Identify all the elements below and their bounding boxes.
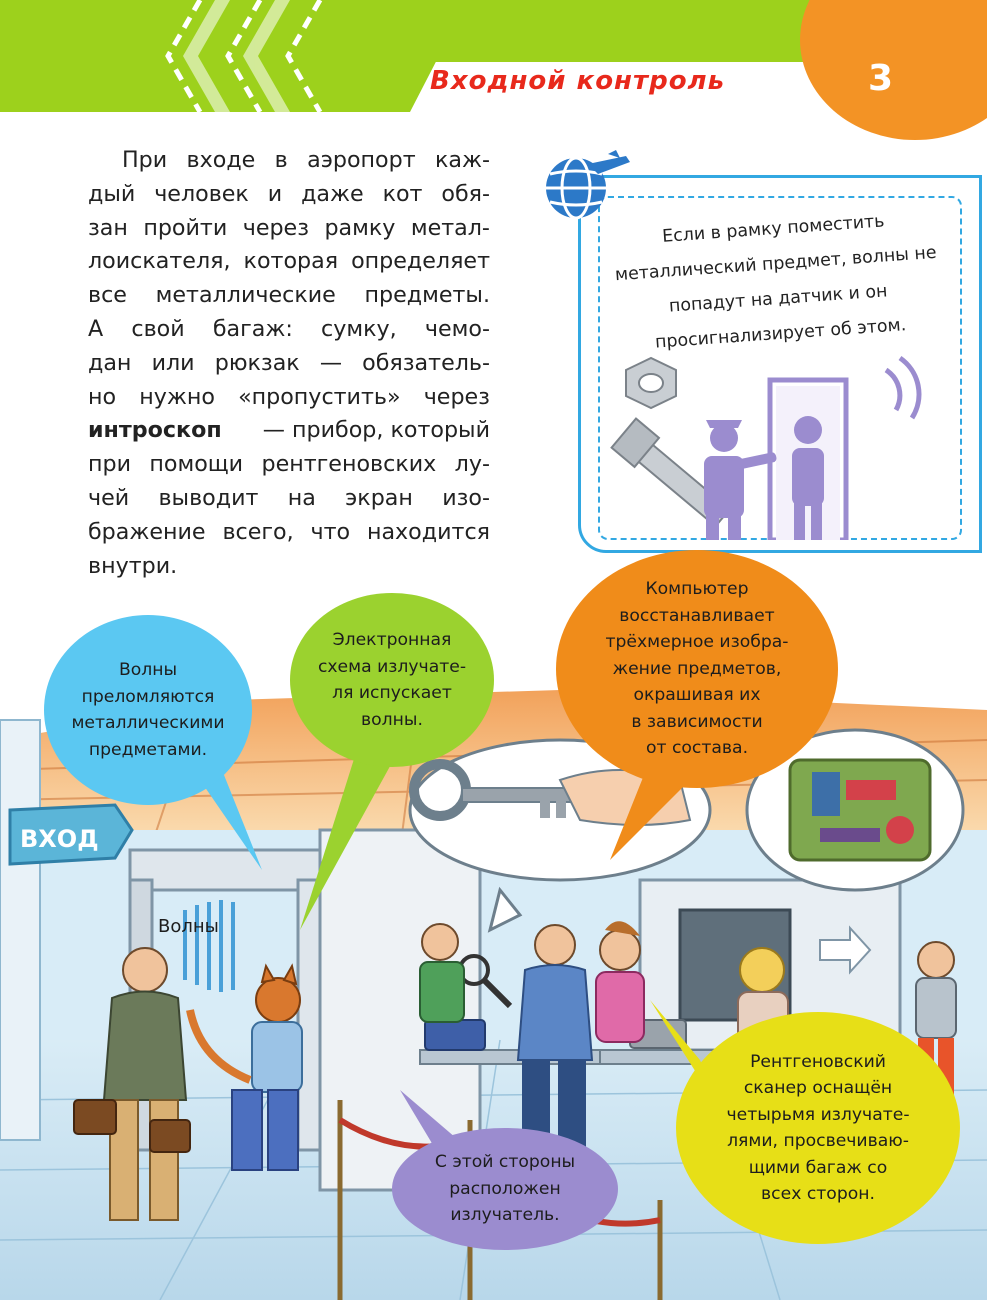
word: через xyxy=(242,214,310,241)
bubble-scanner xyxy=(676,1012,960,1244)
word: человек xyxy=(154,180,249,207)
word: бражение xyxy=(88,518,206,545)
word: «пропустить» xyxy=(238,383,401,410)
word: аэропорт xyxy=(307,147,416,173)
word: пройти xyxy=(143,214,228,241)
word: в xyxy=(274,147,288,173)
word: и xyxy=(267,180,283,207)
word: рюкзак xyxy=(214,349,300,376)
entrance-sign-text: ВХОД xyxy=(20,825,99,853)
bubble-waves-text: Волны преломляются металлическими предметами. xyxy=(71,660,225,760)
word: входе xyxy=(186,147,256,173)
word: кот xyxy=(382,180,423,207)
word: — xyxy=(319,349,343,376)
word: экран xyxy=(345,484,413,511)
word: что xyxy=(310,518,351,545)
word: багаж: xyxy=(212,315,293,342)
word: каж- xyxy=(434,147,490,173)
info-text: Если в рамку поместить металлический предмет, волны не попадут на датчик и он просигнализирует об этом. xyxy=(614,211,938,353)
word: определяет xyxy=(351,248,490,275)
word: предметы. xyxy=(364,282,490,309)
word: лу- xyxy=(454,451,490,478)
word: на xyxy=(287,484,316,511)
word: лоискателя, xyxy=(88,248,231,275)
bubble-computer-text: Компьютер восстанавливает трёхмерное изобра- жение предметов, окрашивая их в зависимости от состава. xyxy=(605,579,789,759)
waves-label: Волны xyxy=(158,916,219,937)
page-title: Входной контроль xyxy=(430,66,726,96)
word: нужно xyxy=(139,383,215,410)
word: все xyxy=(88,282,127,309)
word: дан xyxy=(88,349,132,376)
word: чемо- xyxy=(424,315,490,342)
word: При xyxy=(122,147,168,173)
word: рентгеновских xyxy=(261,451,437,478)
word: метал- xyxy=(410,214,490,241)
word: сумку, xyxy=(321,315,397,342)
word: обязатель- xyxy=(362,349,490,376)
bubble-emitter xyxy=(392,1128,618,1250)
word: обя- xyxy=(441,180,490,207)
word: всего, xyxy=(222,518,294,545)
word: выводит xyxy=(158,484,259,511)
bubble-circuit-text: Электронная схема излучате- ля испускает волны. xyxy=(317,630,467,730)
bubble-scanner-text: Рентгеновский сканер оснащён четырьмя излучате- лями, просвечиваю- щими багаж со всех сторон. xyxy=(726,1051,910,1204)
word: или xyxy=(151,349,195,376)
word: свой xyxy=(131,315,185,342)
word: помощи xyxy=(149,451,244,478)
word: зан xyxy=(88,214,128,241)
word: через xyxy=(423,383,490,410)
word: внутри. xyxy=(88,552,178,579)
word: которая xyxy=(243,248,339,275)
bubble-emitter-text: С этой стороны расположен излучатель. xyxy=(434,1152,576,1226)
word: рамку xyxy=(324,214,396,241)
word: металлические xyxy=(155,282,336,309)
word: находится xyxy=(366,518,490,545)
word: чей xyxy=(88,484,130,511)
bubble-waves xyxy=(44,615,252,805)
word: даже xyxy=(301,180,364,207)
bold-term: интроскоп xyxy=(88,417,222,444)
bubble-computer xyxy=(556,550,838,788)
word: А xyxy=(88,315,104,342)
word: при xyxy=(88,451,132,478)
word: дый xyxy=(88,180,136,207)
word: но xyxy=(88,383,117,410)
text-line-rest: — прибор, который xyxy=(262,417,490,444)
word: изо- xyxy=(442,484,490,511)
bubble-circuit xyxy=(290,593,494,767)
page-number: 3 xyxy=(868,58,894,99)
